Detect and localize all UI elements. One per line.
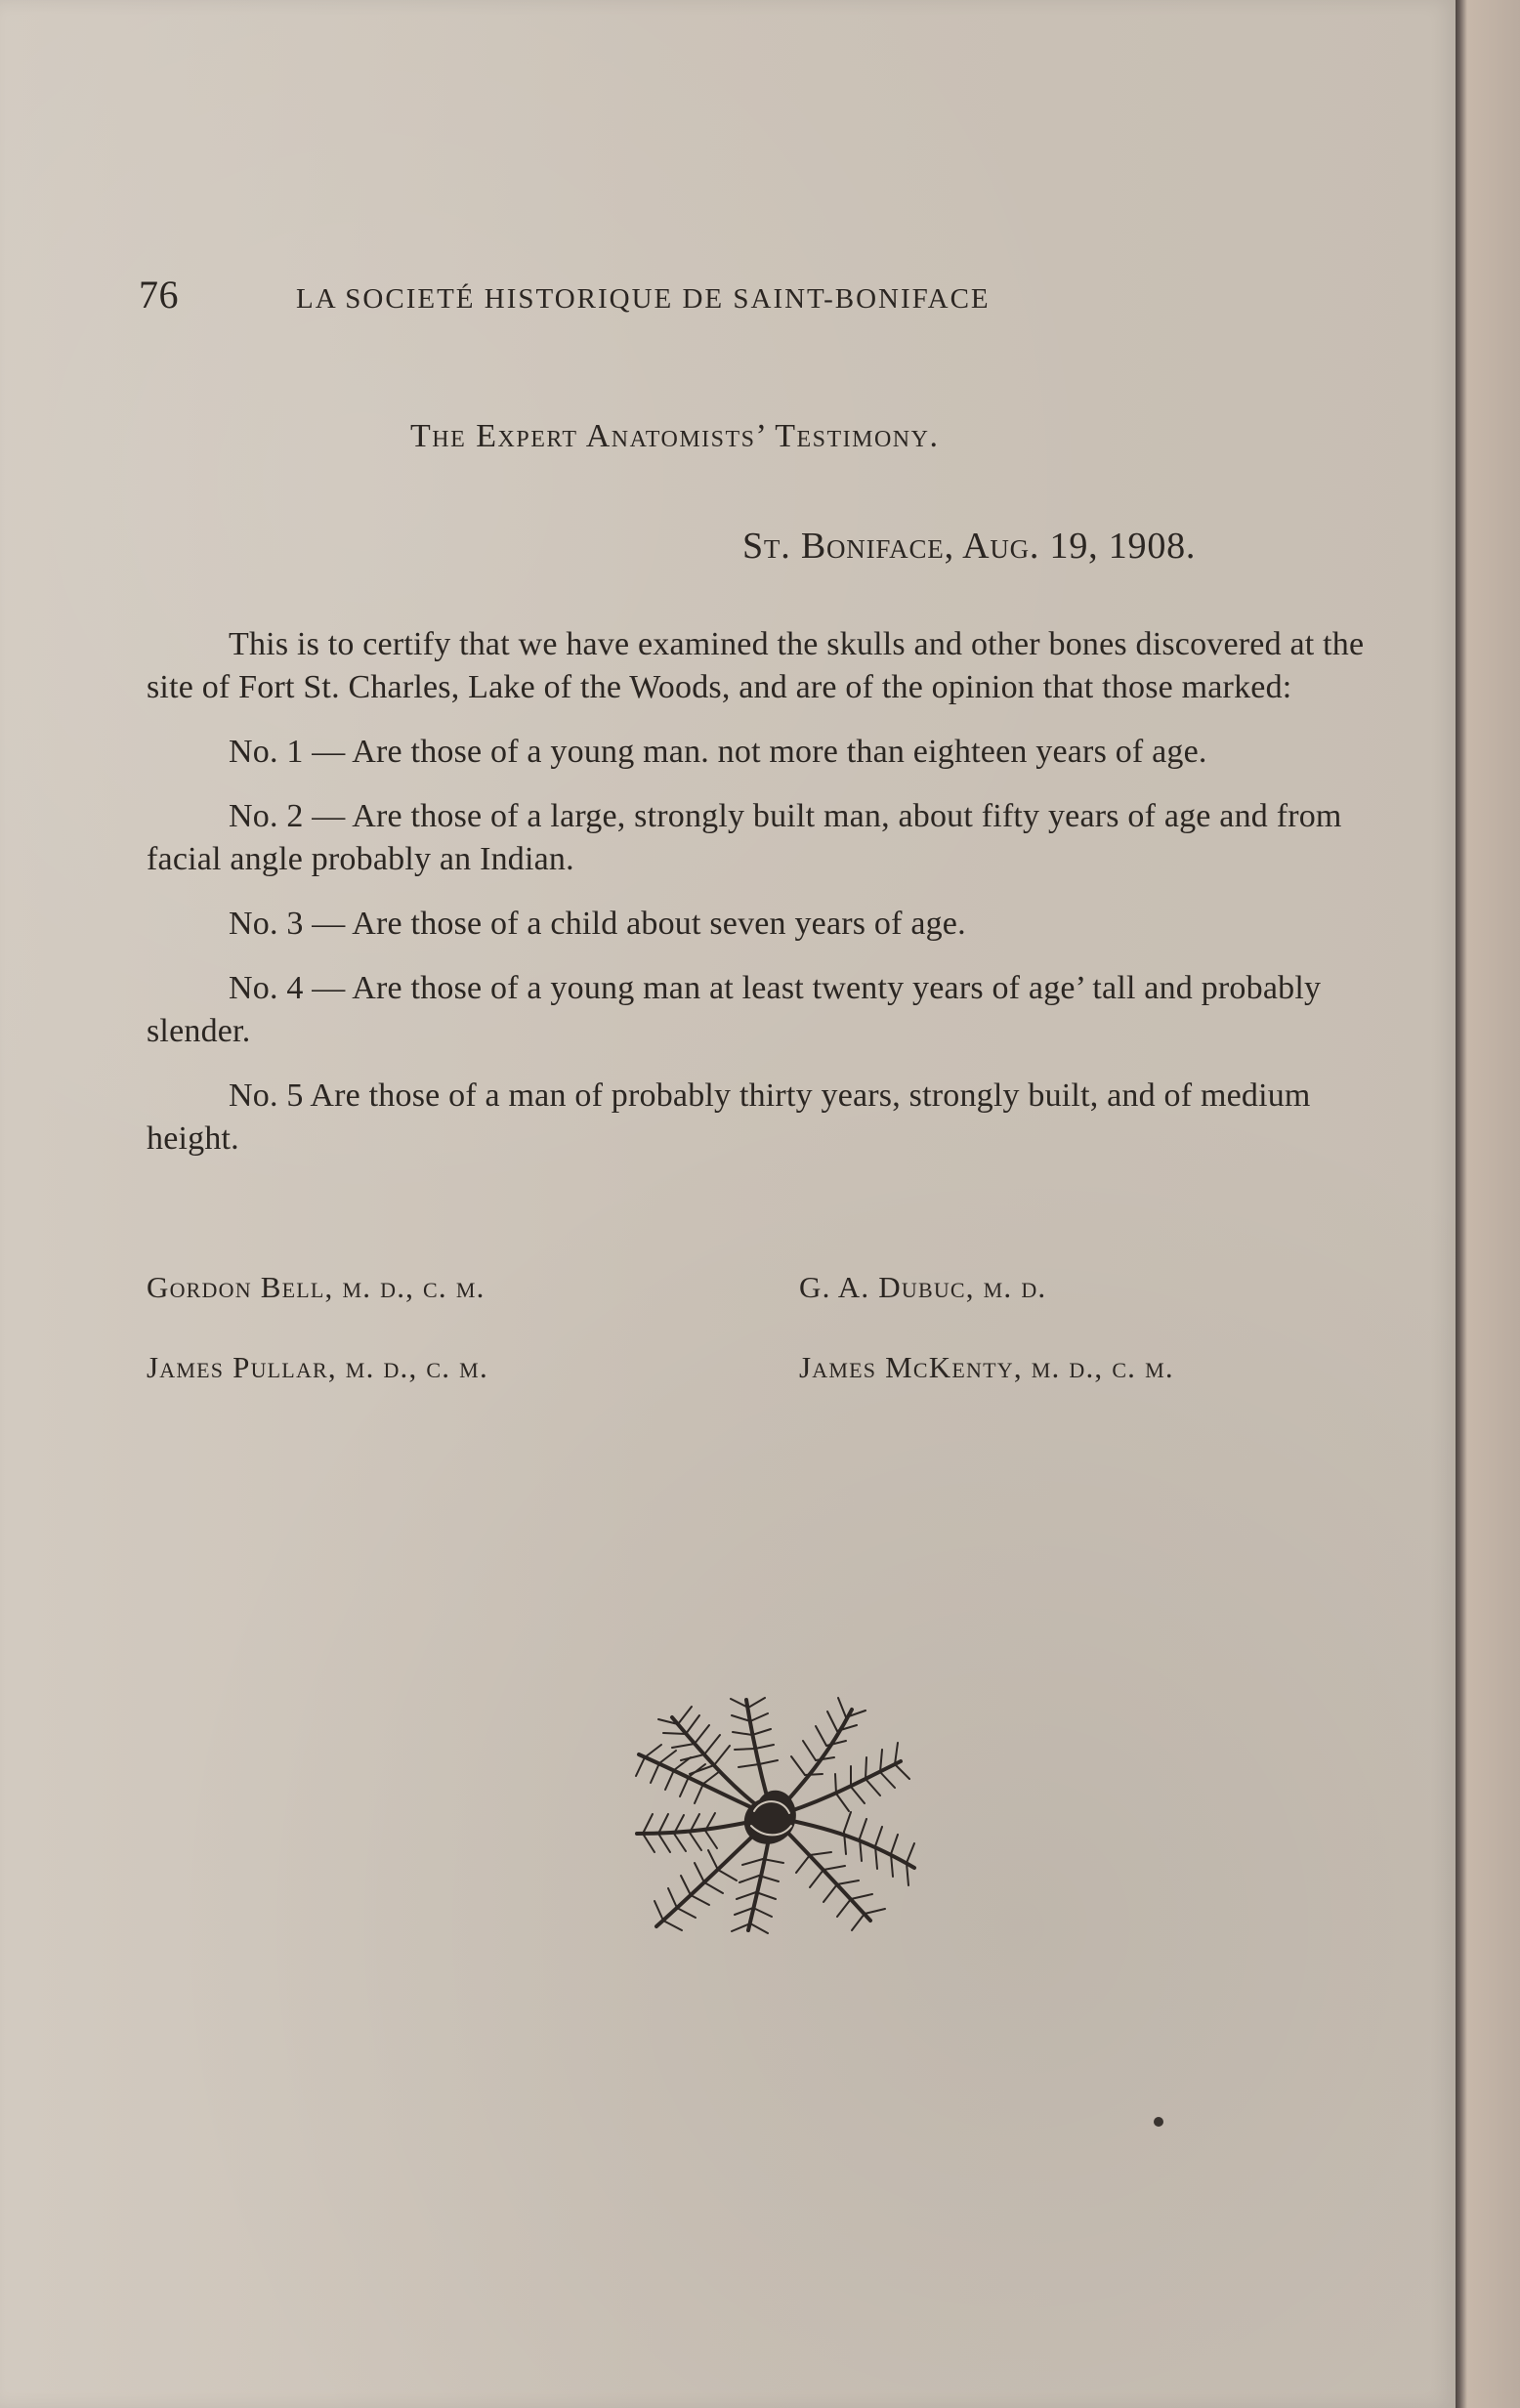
paragraph: No. 1 — Are those of a young man. not more than eighteen years of age.: [229, 734, 1207, 770]
signature-row: [147, 1350, 1348, 1399]
body-text: [147, 623, 1387, 1182]
paragraph: No. 3 — Are those of a child about seven years of age.: [229, 906, 966, 942]
paragraph: No. 4 — Are those of a young man at least twenty years of age’ tall and probably slender.: [147, 970, 1322, 1049]
running-title: LA SOCIETÉ HISTORIQUE DE SAINT-BONIFACE: [296, 283, 991, 315]
page-number: 76: [139, 273, 179, 317]
running-header: [139, 275, 1184, 322]
signature-row: [147, 1270, 1348, 1319]
signature-james-pullar: James Pullar, m. d., c. m.: [147, 1350, 488, 1384]
section-title: The Expert Anatomists’ Testimony.: [410, 418, 940, 454]
palm-ornament-icon: [621, 1690, 924, 1939]
signature-james-mckenty: James McKenty, m. d., c. m.: [799, 1350, 1174, 1384]
page-edge: [1456, 0, 1520, 2408]
dateline: St. Boniface, Aug. 19, 1908.: [742, 526, 1197, 567]
ink-speck: [1154, 2117, 1163, 2127]
paragraph: This is to certify that we have examined the skulls and other bones discovered at the site of Fort St. Charles, Lake of the Woods, and are of the opinion that those marked:: [147, 626, 1365, 705]
signature-ga-dubuc: G. A. Dubuc, m. d.: [799, 1270, 1047, 1304]
paragraph: No. 5 Are those of a man of probably thirty years, strongly built, and of medium height.: [147, 1077, 1311, 1157]
paragraph: No. 2 — Are those of a large, strongly built man, about fifty years of age and from facial angle probably an Indian.: [147, 798, 1342, 877]
signature-gordon-bell: Gordon Bell, m. d., c. m.: [147, 1270, 486, 1304]
